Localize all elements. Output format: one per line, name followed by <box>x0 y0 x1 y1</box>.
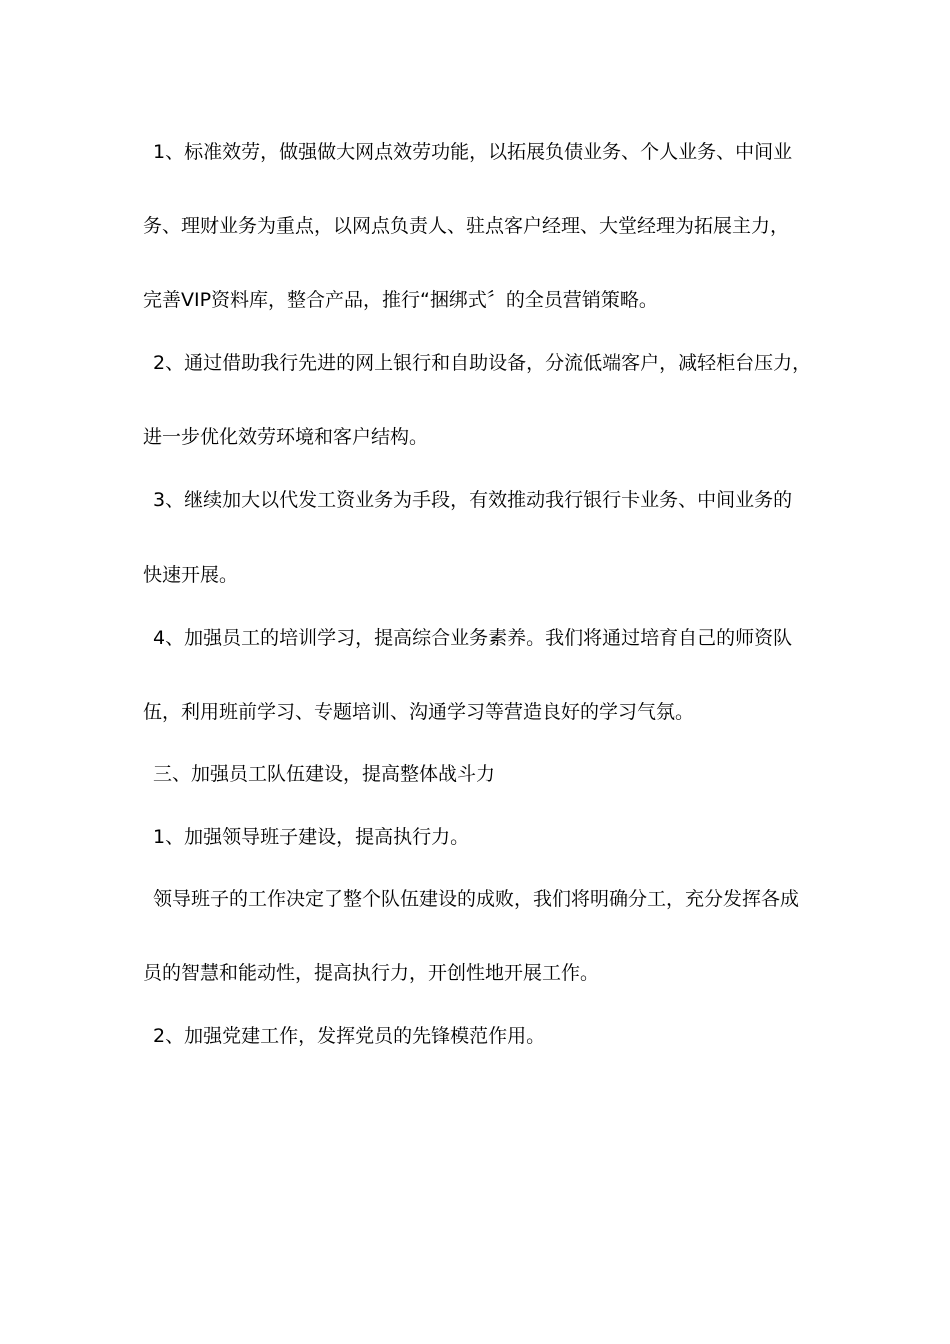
paragraph-line: 进一步优化效劳环境和客户结构。 <box>143 426 429 448</box>
paragraph-line: 务、理财业务为重点，以网点负责人、驻点客户经理、大堂经理为拓展主力， <box>143 215 790 237</box>
paragraph-line: 1、标准效劳，做强做大网点效劳功能，以拓展负债业务、个人业务、中间业 <box>153 141 793 163</box>
paragraph-line: 伍，利用班前学习、专题培训、沟通学习等营造良好的学习气氛。 <box>143 701 695 723</box>
paragraph-line: 完善VIP资料库，整合产品，推行“捆绑式〞的全员营销策略。 <box>143 289 658 311</box>
paragraph-line: 快速开展。 <box>143 564 239 586</box>
paragraph-line: 1、加强领导班子建设，提高执行力。 <box>153 826 470 848</box>
section-heading: 三、加强员工队伍建设，提高整体战斗力 <box>153 763 496 785</box>
paragraph-line: 3、继续加大以代发工资业务为手段，有效推动我行银行卡业务、中间业务的 <box>153 489 793 511</box>
paragraph-line: 领导班子的工作决定了整个队伍建设的成败，我们将明确分工，充分发挥各成 <box>153 888 800 910</box>
paragraph-line: 4、加强员工的培训学习，提高综合业务素养。我们将通过培育自己的师资队 <box>153 627 793 649</box>
paragraph-line: 2、加强党建工作，发挥党员的先锋模范作用。 <box>153 1025 546 1047</box>
paragraph-line: 2、通过借助我行先进的网上银行和自助设备，分流低端客户，减轻柜台压力， <box>153 352 812 374</box>
paragraph-line: 员的智慧和能动性，提高执行力，开创性地开展工作。 <box>143 962 600 984</box>
